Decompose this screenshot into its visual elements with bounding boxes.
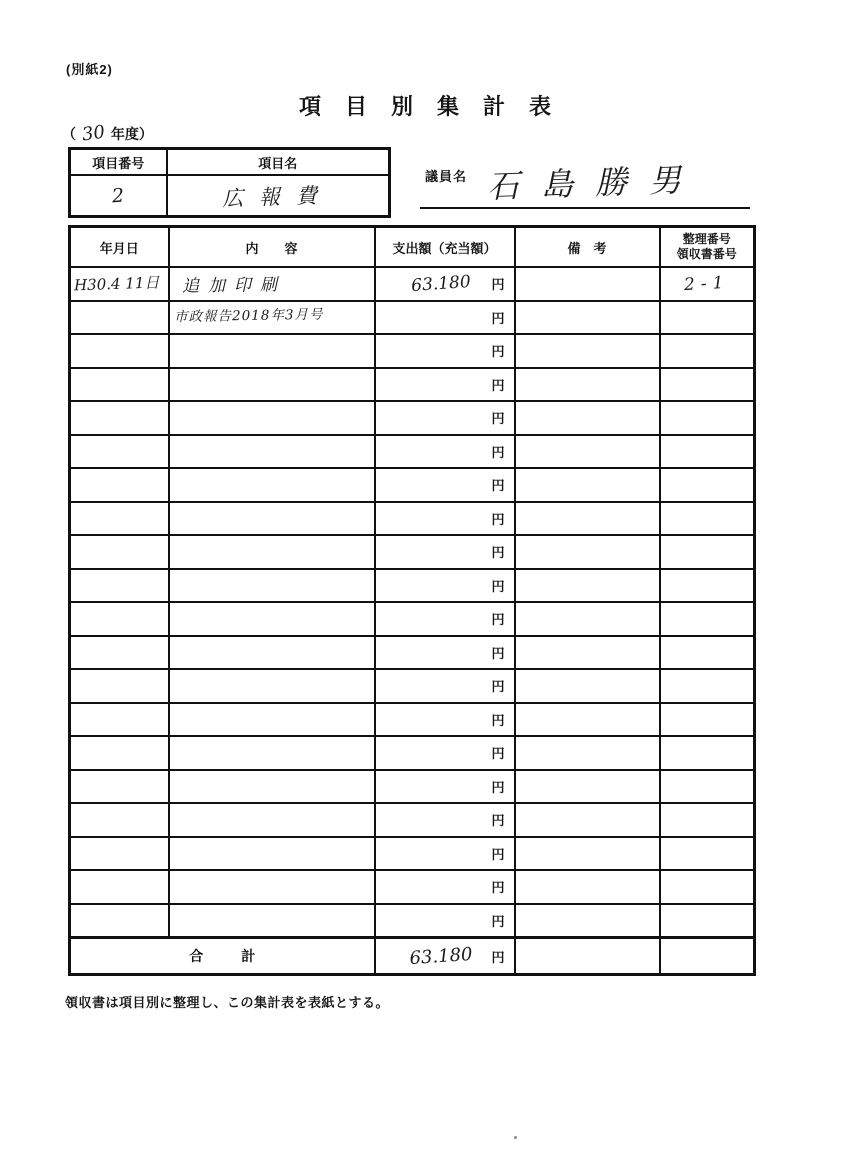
item-name-cell [167,175,390,217]
date-cell [70,736,169,770]
table-row [70,401,755,435]
ref-cell [660,837,755,871]
total-label: 合 計 [70,938,375,975]
content-cell [169,334,375,368]
table-row [70,301,755,335]
col-header-note: 備 考 [515,227,660,268]
col-header-date: 年月日 [70,227,169,268]
table-row [70,904,755,938]
amount-value [390,515,492,522]
content-cell [169,401,375,435]
ref-cell [660,602,755,636]
amount-cell [375,870,515,904]
date-cell [70,770,169,804]
ref-cell [660,870,755,904]
ref-cell [660,502,755,536]
note-cell [515,770,660,804]
table-row [70,703,755,737]
col-header-ref-line2: 領収書番号 [676,247,737,261]
ref-cell [660,535,755,569]
member-name-signature: 石島勝男 [486,160,704,206]
ref-value: 2-1 [683,272,730,295]
note-cell [515,870,660,904]
yen-label: 円 [491,612,505,628]
fiscal-year-open: （ [62,126,76,142]
content-cell [169,535,375,569]
amount-value [390,448,492,455]
yen-label: 円 [491,444,505,460]
amount-value [390,347,492,354]
yen-label: 円 [491,880,505,896]
ref-cell [660,669,755,703]
total-note-cell [515,938,660,975]
date-cell [70,502,169,536]
amount-value [390,615,492,622]
amount-value: 63.180 [410,271,471,296]
table-row [70,267,755,301]
expense-table-body [70,267,755,938]
item-number-header: 項目番号 [70,149,167,176]
date-cell [70,837,169,871]
amount-value [390,716,492,723]
ref-cell [660,401,755,435]
note-cell [515,669,660,703]
table-row [70,803,755,837]
yen-label: 円 [491,377,505,393]
note-cell [515,368,660,402]
yen-label: 円 [491,645,505,661]
date-cell [70,636,169,670]
scan-speck [514,1136,517,1139]
yen-label: 円 [491,344,505,360]
col-header-content: 内 容 [169,227,375,268]
expense-table [68,225,756,976]
item-number-value: 2 [111,184,126,207]
content-cell [169,502,375,536]
date-cell [70,468,169,502]
ref-cell [660,267,755,301]
ref-cell [660,301,755,335]
date-cell [70,535,169,569]
content-cell [169,602,375,636]
note-cell [515,837,660,871]
content-cell [169,669,375,703]
fiscal-year [62,123,153,144]
amount-cell [375,502,515,536]
fiscal-year-suffix: 年度） [110,126,153,142]
amount-cell [375,301,515,335]
content-cell [169,468,375,502]
amount-value [390,682,492,689]
note-cell [515,904,660,938]
yen-label: 円 [491,277,505,293]
content-cell [169,803,375,837]
ref-cell [660,569,755,603]
yen-label: 円 [491,746,505,762]
amount-value [390,883,492,890]
note-cell [515,502,660,536]
total-row [70,938,755,975]
amount-value [390,414,492,421]
total-yen-label: 円 [491,949,505,965]
amount-value [390,749,492,756]
content-value: 市政報告2018年3月号 [173,306,324,326]
date-cell [70,301,169,335]
table-row [70,535,755,569]
content-cell [169,636,375,670]
yen-label: 円 [491,511,505,527]
amount-cell [375,569,515,603]
yen-label: 円 [491,679,505,695]
yen-label: 円 [491,545,505,561]
ref-cell [660,803,755,837]
note-cell [515,401,660,435]
content-cell [169,870,375,904]
amount-value [390,314,492,321]
content-cell [169,837,375,871]
yen-label: 円 [491,846,505,862]
note-cell [515,569,660,603]
date-cell [70,267,169,301]
amount-cell [375,535,515,569]
amount-cell [375,267,515,301]
amount-cell [375,468,515,502]
total-amount-value: 63.180 [408,943,473,969]
note-cell [515,703,660,737]
item-name-value: 広報費 [221,182,334,211]
content-cell [169,736,375,770]
date-cell [70,904,169,938]
amount-value [390,917,492,924]
content-cell [169,301,375,335]
col-header-ref-line1: 整理番号 [682,232,731,246]
total-amount-cell [375,938,515,975]
item-table-header-row [70,149,390,176]
amount-value [390,783,492,790]
fiscal-year-value: 30 [80,121,107,146]
item-name-header: 項目名 [167,149,390,176]
amount-cell [375,669,515,703]
table-row [70,502,755,536]
table-row [70,468,755,502]
amount-value [390,850,492,857]
table-row [70,837,755,871]
content-cell [169,435,375,469]
amount-cell [375,770,515,804]
amount-cell [375,736,515,770]
total-ref-cell [660,938,755,975]
amount-cell [375,368,515,402]
col-header-amount: 支出額（充当額） [375,227,515,268]
note-cell [515,435,660,469]
date-value: H30.4 11日 [73,273,160,295]
content-cell [169,904,375,938]
ref-cell [660,636,755,670]
amount-cell [375,636,515,670]
content-cell [169,267,375,301]
signature-underline [420,207,750,209]
content-cell [169,703,375,737]
table-row [70,636,755,670]
amount-cell [375,401,515,435]
table-row [70,435,755,469]
amount-cell [375,703,515,737]
amount-cell [375,435,515,469]
expense-table-header-row [70,227,755,268]
note-cell [515,267,660,301]
ref-cell [660,770,755,804]
amount-value [390,816,492,823]
item-summary-table [68,147,391,218]
amount-cell [375,803,515,837]
item-table-value-row [70,175,390,217]
note-cell [515,334,660,368]
content-cell [169,569,375,603]
table-row [70,602,755,636]
attachment-label: (別紙2) [66,62,113,77]
note-cell [515,468,660,502]
yen-label: 円 [491,478,505,494]
amount-cell [375,904,515,938]
date-cell [70,435,169,469]
col-header-ref [660,227,755,268]
ref-cell [660,703,755,737]
date-cell [70,870,169,904]
content-value: 追加印刷 [181,275,286,298]
amount-value [390,582,492,589]
date-cell [70,803,169,837]
ref-cell [660,368,755,402]
yen-label: 円 [491,578,505,594]
table-row [70,368,755,402]
note-cell [515,636,660,670]
yen-label: 円 [491,310,505,326]
ref-cell [660,435,755,469]
table-row [70,569,755,603]
date-cell [70,334,169,368]
note-cell [515,301,660,335]
member-name-label: 議員名 [425,169,468,184]
item-number-cell [70,175,167,217]
ref-cell [660,334,755,368]
yen-label: 円 [491,712,505,728]
content-cell [169,770,375,804]
amount-value [390,381,492,388]
note-cell [515,803,660,837]
table-row [70,334,755,368]
yen-label: 円 [491,779,505,795]
note-cell [515,736,660,770]
yen-label: 円 [491,813,505,829]
date-cell [70,703,169,737]
table-row [70,669,755,703]
date-cell [70,602,169,636]
date-cell [70,569,169,603]
date-cell [70,401,169,435]
amount-value [390,649,492,656]
date-cell [70,669,169,703]
footer-note: 領収書は項目別に整理し、この集計表を表紙とする。 [65,995,390,1010]
ref-cell [660,736,755,770]
note-cell [515,535,660,569]
table-row [70,770,755,804]
ref-cell [660,904,755,938]
date-cell [70,368,169,402]
yen-label: 円 [491,411,505,427]
content-cell [169,368,375,402]
table-row [70,736,755,770]
note-cell [515,602,660,636]
page-title: 項目別集計表 [298,94,575,119]
amount-cell [375,837,515,871]
ref-cell [660,468,755,502]
amount-cell [375,602,515,636]
amount-value [390,481,492,488]
amount-cell [375,334,515,368]
yen-label: 円 [491,913,505,929]
table-row [70,870,755,904]
amount-value [390,548,492,555]
